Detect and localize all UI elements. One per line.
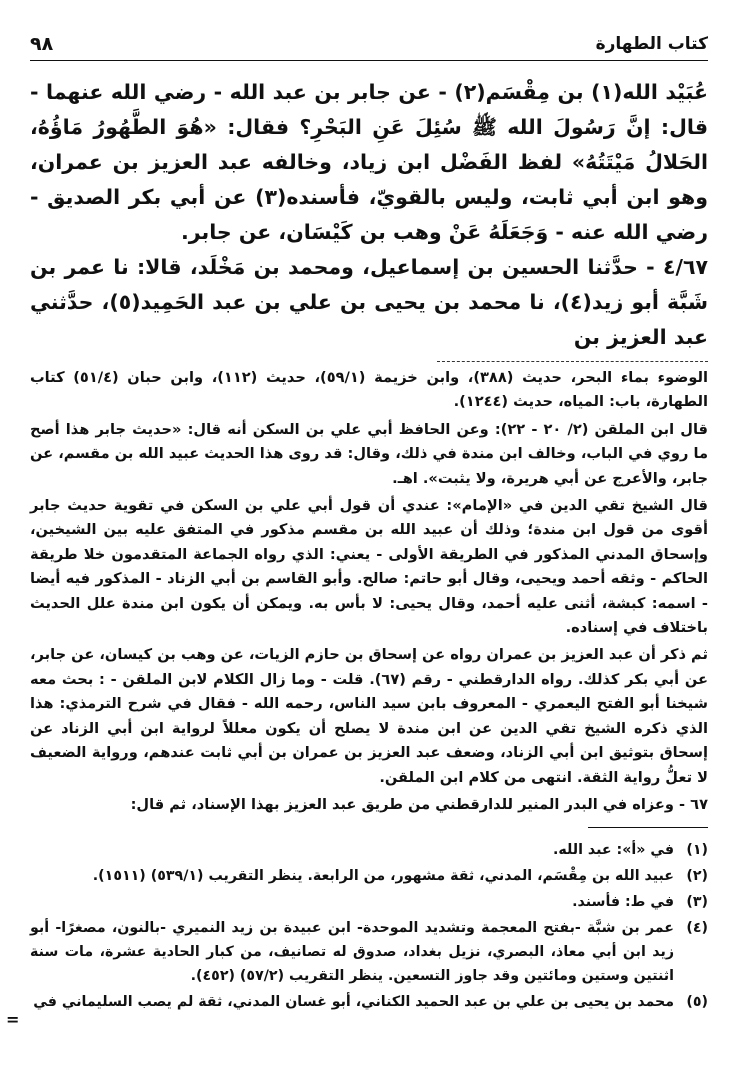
footnote [30, 990, 708, 1014]
footnotes [30, 838, 708, 1014]
continuation-mark: = [6, 1010, 20, 1029]
commentary [30, 366, 708, 817]
main-text [30, 75, 708, 355]
footnote-text: عبيد الله بن مِقْسَم، المدني، ثقة مشهور، من الرابعة. ينظر التقريب (٥٣٩/١) (١٥١١). [92, 868, 674, 885]
footnote-number: (٤) [686, 920, 708, 937]
footnote-number: (٣) [686, 894, 708, 911]
commentary-paragraph: قال ابن الملقن (٢/ ٢٠ - ٢٢): وعن الحافظ أبي علي بن السكن أنه قال: «حديث جابر هذا أصح ما روي في الباب، وخالف ابن مندة في ذلك، وقال: قد روى هذا الحديث عبيد الله بن مقسم، عن جابر، والأعرج عن أبي هريرة، ولا يثبت». اهـ. [30, 420, 708, 487]
footnote [30, 916, 708, 988]
footnote-text: محمد بن يحيى بن علي بن عبد الحميد الكناني، أبو غسان المدني، ثقة لم يصب السليماني في [33, 994, 674, 1011]
footnote [30, 864, 708, 888]
footnote-number: (٢) [686, 868, 708, 885]
main-paragraph: ٤/٦٧ - حدَّثنا الحسين بن إسماعيل، ومحمد بن مَخْلَد، قالا: نا عمر بن شَبَّة أبو زيد(٤)، نا محمد بن يحيى بن علي بن عبد الحَمِيد(٥)، حدَّثني عبد العزيز بن [30, 255, 709, 349]
book-page [30, 28, 708, 1068]
footnote-text: في «أ»: عبد الله. [553, 842, 674, 859]
commentary-paragraph: قال الشيخ تقي الدين في «الإمام»: عندي أن قول أبي علي بن السكن في تقوية حديث جابر أقوى من قول ابن مندة؛ وذلك أن عبيد الله بن مقسم مذكور في المتفق عليه بين الشيخين، وإسحاق المدني المذكور في الطريقة الأولى - يعني: الذي رواه الجماعة المتقدمون خلا طريقة الحاكم - وثقه أحمد ويحيى، وقال أبو حاتم: صالح. وأبو القاسم بن أبي الزناد - المذكور فيه أيضا - اسمه: كبشة، أثنى عليه أحمد، وقال يحيى: لا بأس به. ويمكن أن يكون ابن مندة علل الحديث باختلاف في إسناده. [30, 497, 708, 637]
footnote [30, 838, 708, 862]
commentary-paragraph: الوضوء بماء البحر، حديث (٣٨٨)، وابن خزيمة (٥٩/١)، حديث (١١٢)، وابن حبان (٥١/٤) كتاب الطهارة، باب: المياه، حديث (١٢٤٤). [30, 369, 709, 411]
main-paragraph: عُبَيْد الله(١) بن مِقْسَم(٢) - عن جابر بن عبد الله - رضي الله عنهما - قال: إنَّ رَسُولَ الله ﷺ سُئِلَ عَنِ البَحْرِ؟ فقال: «هُوَ الطَّهُورُ مَاؤُهُ، الحَلالُ مَيْتَتُهُ» لفظ الفَضْل ابن زياد، وخالفه عبد العزيز بن عمران، وهو ابن أبي ثابت، وليس بالقويّ، فأسنده(٣) عن أبي بكر الصديق - رضي الله عنه - وَجَعَلَهُ عَنْ وهب بن كَيْسَان، عن جابر. [30, 80, 708, 244]
commentary-divider [437, 361, 708, 362]
footnote-text: في ط: فأسند. [572, 894, 674, 911]
footnote-separator [588, 827, 708, 828]
footnote-text: عمر بن شبَّة -بفتح المعجمة وتشديد الموحدة- ابن عبيدة بن زيد النميري -بالنون، مصغرًا- أبو زيد ابن أبي معاذ، البصري، نزيل بغداد، صدوق له تصانيف، من كبار الحادية عشرة، مات سنة اثنتين وستين ومائتين وقد جاوز التسعين. ينظر التقريب (٥٧/٢) (٤٥٢). [30, 920, 674, 985]
footnote-number: (١) [686, 842, 708, 859]
commentary-paragraph: ٦٧ - وعزاه في البدر المنير للدارقطني من طريق عبد العزيز بهذا الإسناد، ثم قال: [130, 795, 708, 813]
running-title: كتاب الطهارة [595, 34, 708, 54]
page-number: ٩٨ [30, 33, 54, 55]
footnote [30, 890, 708, 914]
commentary-paragraph: ثم ذكر أن عبد العزيز بن عمران رواه عن إسحاق بن حازم الزيات، عن وهب بن كيسان، عن جابر، عن أبي بكر كذلك. رواه الدارقطني - رقم (٦٧). قلت - وما زال الكلام لابن الملقن - : بحث معه شيخنا أبو الفتح اليعمري - المعروف بابن سيد الناس، رحمه الله - فقال في شرح الترمذي: هذا الذي ذكره الشيخ تقي الدين عن ابن مندة لا يصلح أن يكون معللاً لرواية ابن أبي الزناد عن إسحاق بتوثيق ابن أبي الزناد، وضعف عبد العزيز بن عمران بن أبي ثابت عندهم، ورواية الضعيف لا تعلُّ رواية الثقة. انتهى من كلام ابن الملقن. [30, 646, 708, 786]
page-header [30, 28, 708, 61]
footnote-number: (٥) [686, 994, 708, 1011]
